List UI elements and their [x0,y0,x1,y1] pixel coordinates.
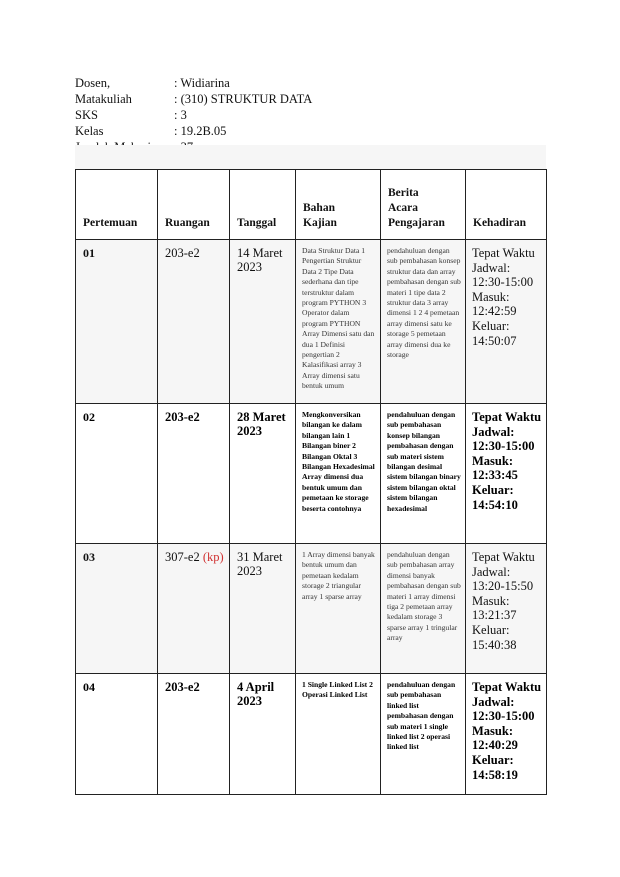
table-row [76,404,547,544]
info-row-kelas [75,123,312,139]
cell-pertemuan: 03 [76,544,158,674]
status-text: Tepat Waktu [472,680,542,694]
status-text: Tepat Waktu [472,410,542,424]
keluar-label: Keluar: [472,482,514,497]
cell-ruangan: 203-e2 [158,404,230,544]
masuk-label: Masuk: [472,289,510,304]
keluar-value: 14:50:07 [472,333,517,348]
jadwal-label: Jadwal: [472,260,511,275]
cell-bahan-kajian: Data Struktur Data 1 Pengertian Struktur Data 2 Tipe Data sederhana dan tipe terstruktur dalam program PYTHON 3 Operator dalam program PYTHON Array Dimensi satu dan dua 1 Definisi pengertian 2 Kalasifikasi array 3 Array dimensi satu bentuk umum [296,240,381,404]
cell-berita-acara: pendahuluan dengan sub pembahasan linked list pembahasan dengan sub materi 1 single linked list 2 operasi linked list [381,674,466,795]
info-label: Kelas [75,124,104,138]
cell-bahan-kajian: Mengkonversikan bilangan ke dalam bilangan lain 1 Bilangan biner 2 Bilangan Oktal 3 Bilangan Hexadesimal Array dimensi dua bentuk umum dan pemetaan ke storage beserta contohnya [296,404,381,544]
info-value: : Widiarina [174,76,230,90]
keluar-label: Keluar: [472,318,510,333]
cell-kehadiran [466,544,547,674]
info-value: : 19.2B.05 [174,124,227,138]
cell-kehadiran [466,240,547,404]
info-label: SKS [75,108,98,122]
info-row-dosen [75,75,312,91]
cell-tanggal: 31 Maret 2023 [230,544,296,674]
cell-ruangan: 307-e2 (kp) [158,544,230,674]
cell-pertemuan: 01 [76,240,158,404]
masuk-label: Masuk: [472,593,510,608]
cell-pertemuan: 02 [76,404,158,544]
masuk-label: Masuk: [472,723,513,738]
cell-tanggal: 14 Maret 2023 [230,240,296,404]
masuk-label: Masuk: [472,453,513,468]
attendance-table [75,169,547,795]
keluar-value: 14:54:10 [472,497,518,512]
cell-bahan-kajian: 1 Single Linked List 2 Operasi Linked List [296,674,381,795]
cell-bahan-kajian: 1 Array dimensi banyak bentuk umum dan pemetaan kedalam storage 2 triangular array 1 sparse array [296,544,381,674]
masuk-value: 12:40:29 [472,738,518,753]
jadwal-label: Jadwal: [472,694,515,709]
info-value: : (310) STRUKTUR DATA [174,92,313,106]
jadwal-label: Jadwal: [472,424,515,439]
keluar-value: 14:58:19 [472,767,518,782]
header-tanggal: Tanggal [230,170,296,240]
table-row [76,544,547,674]
cell-tanggal: 4 April 2023 [230,674,296,795]
jadwal-value: 12:30-15:00 [472,275,534,290]
cell-tanggal: 28 Maret 2023 [230,404,296,544]
cell-ruangan: 203-e2 [158,240,230,404]
cell-berita-acara: pendahuluan dengan sub pembahasan konsep bilangan pembahasan dengan sub materi sistem bilangan desimal sistem bilangan binary sistem bilangan oktal sistem bilangan hexadesimal [381,404,466,544]
status-text: Tepat Waktu [472,550,535,564]
keluar-value: 15:40:38 [472,637,517,652]
cell-ruangan: 203-e2 [158,674,230,795]
masuk-value: 13:21:37 [472,608,517,623]
header-kehadiran: Kehadiran [466,170,547,240]
header-pertemuan: Pertemuan [76,170,158,240]
jadwal-value: 12:30-15:00 [472,709,535,724]
cell-kehadiran [466,674,547,795]
cell-berita-acara: pendahuluan dengan sub pembahasan array dimensi banyak pembahasan dengan sub materi 1 array dimensi tiga 2 pemetaan array kedalam storage 3 sparse array 1 tringular array [381,544,466,674]
jadwal-value: 12:30-15:00 [472,439,535,454]
info-label: Matakuliah [75,92,132,106]
header-ruangan: Ruangan [158,170,230,240]
course-info [75,75,312,155]
cell-kehadiran [466,404,547,544]
header-bahan-kajian: Bahan Kajian [296,170,381,240]
info-value: : 3 [174,108,187,122]
jadwal-label: Jadwal: [472,564,511,579]
masuk-value: 12:42:59 [472,304,517,319]
header-band [75,145,546,169]
info-row-matakuliah [75,91,312,107]
masuk-value: 12:33:45 [472,468,518,483]
header-berita-acara: Berita Acara Pengajaran [381,170,466,240]
keluar-label: Keluar: [472,622,510,637]
jadwal-value: 13:20-15:50 [472,579,534,594]
status-text: Tepat Waktu [472,246,535,260]
keluar-label: Keluar: [472,752,514,767]
table-row [76,674,547,795]
makeup-note: (kp) [202,550,224,564]
info-label: Dosen, [75,76,111,90]
cell-pertemuan: 04 [76,674,158,795]
cell-berita-acara: pendahuluan dengan sub pembahasan konsep struktur data dan array pembahasan dengan sub materi 1 tipe data 2 struktur data 3 array dimensi 1 2 4 pemetaan array dimensi satu ke storage 5 pemetaan array dimensi dua ke storage [381,240,466,404]
table-row [76,240,547,404]
table-header-row [76,170,547,240]
info-row-sks [75,107,312,123]
